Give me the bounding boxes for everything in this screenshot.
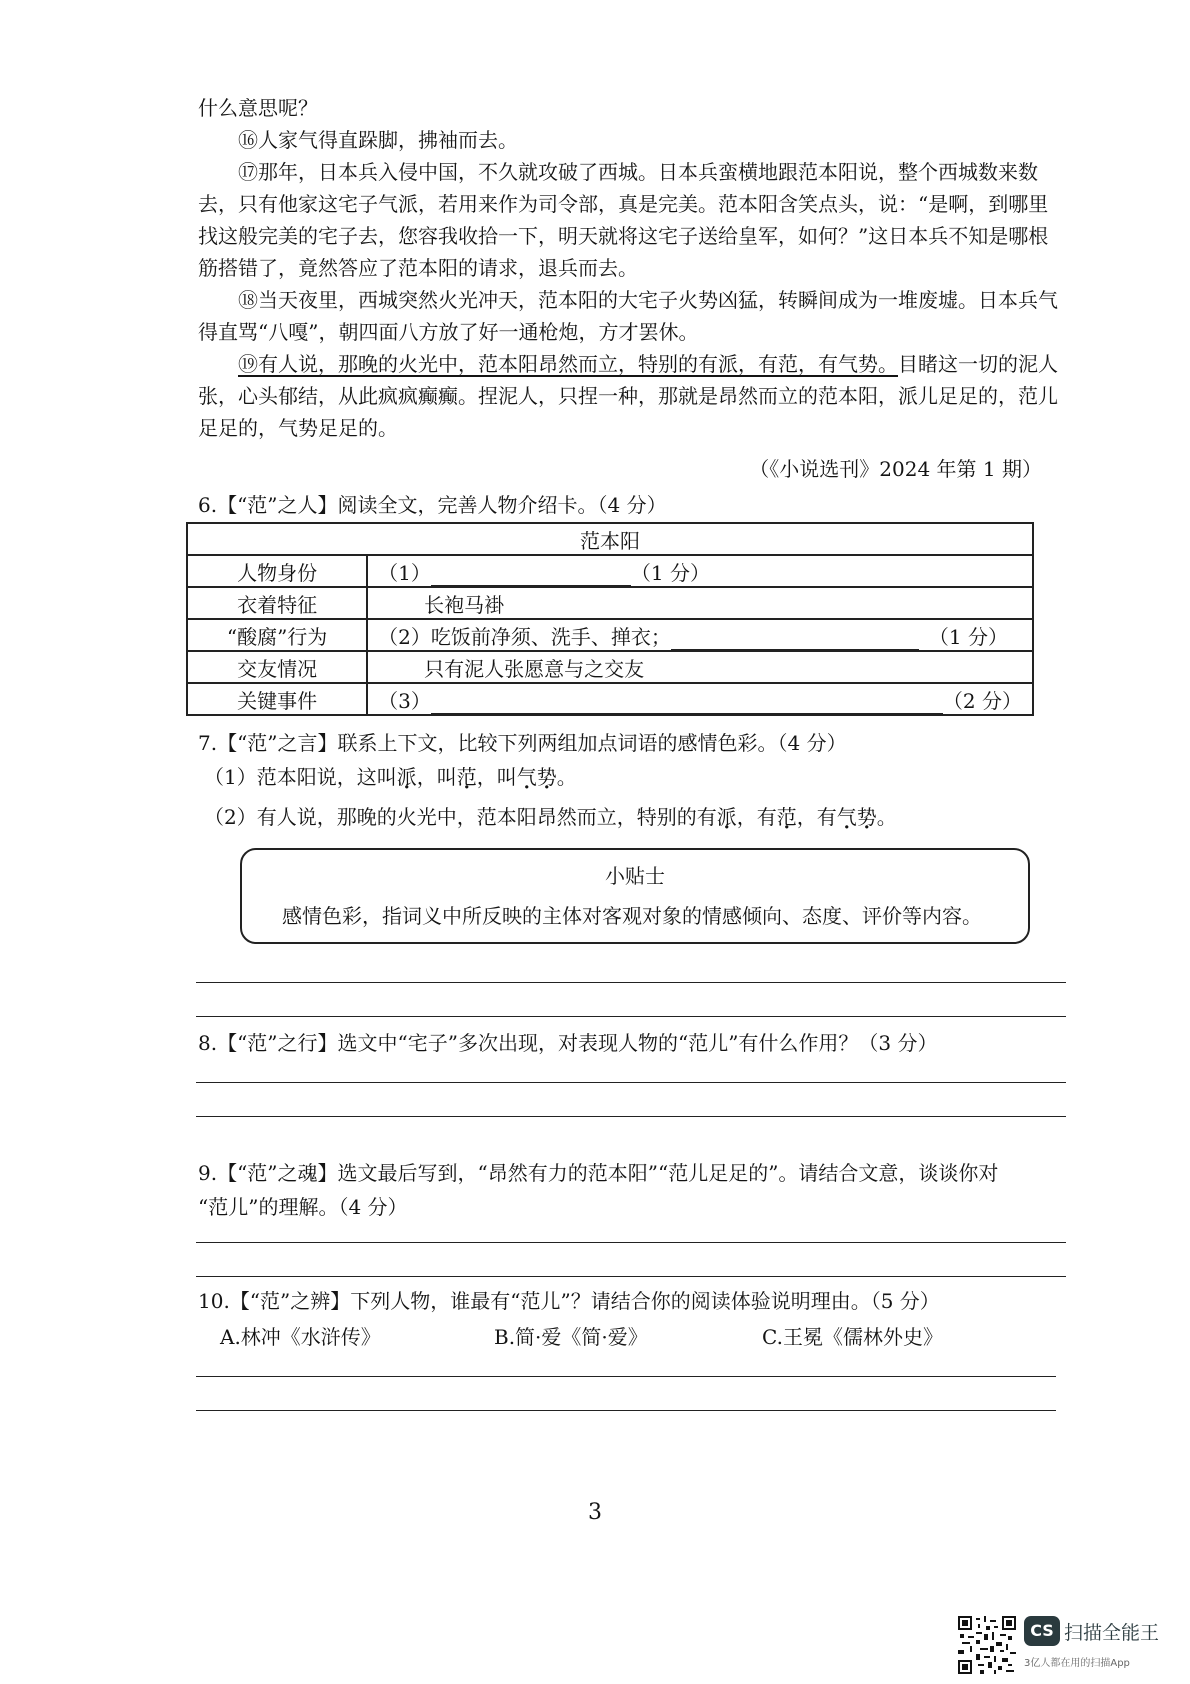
q10-stem: 10.【“范”之辨】下列人物，谁最有“范儿”？请结合你的阅读体验说明理由。（5 分） (198, 1289, 940, 1313)
card-score-3: （2 分） (942, 688, 1022, 713)
card-title: 范本阳 (187, 523, 1033, 555)
story-paragraph-18: ⑱当天夜里，西城突然火光冲天，范本阳的大宅子火势凶猛，转瞬间成为一堆废墟。日本兵气得直骂“八嘎”，朝四面八方放了好一通枪炮，方才罢休。 (198, 288, 1058, 344)
answer-line[interactable] (196, 1410, 1056, 1411)
card-score-2: （1 分） (928, 624, 1008, 649)
q7-s2-text: （2）有人说，那晚的火光中，范本阳昂然而立，特别的有 (204, 805, 717, 829)
dotted-word: 气 (516, 765, 537, 789)
q7-s2-text: ，有 (736, 805, 777, 829)
page-number: 3 (588, 1500, 602, 1525)
answer-blank-1[interactable] (431, 563, 631, 586)
card-label-friends: 交友情况 (187, 651, 367, 683)
answer-blank-2[interactable] (671, 627, 919, 650)
character-card (186, 522, 1034, 716)
answer-line[interactable] (196, 1376, 1056, 1377)
story-paragraph-start: 什么意思呢？ (198, 96, 318, 120)
q7-s1-text: ，叫 (416, 765, 457, 789)
answer-line[interactable] (196, 1242, 1066, 1243)
dotted-word: 派 (396, 765, 417, 789)
q7-s2-text: ，有 (796, 805, 837, 829)
answer-blank-3[interactable] (431, 691, 943, 714)
watermark-name: 扫描全能王 (1064, 1622, 1160, 1644)
dotted-word: 范 (456, 765, 477, 789)
card-prefix-behavior: （2）吃饭前净须、洗手、掸衣； (378, 624, 671, 649)
answer-line[interactable] (196, 1116, 1066, 1117)
card-label-event: 关键事件 (187, 683, 367, 715)
q7-stem: 7.【“范”之言】联系上下文，比较下列两组加点词语的感情色彩。（4 分） (198, 731, 847, 755)
story-paragraph-16: ⑯人家气得直跺脚，拂袖而去。 (238, 128, 518, 152)
card-label-identity: 人物身份 (187, 555, 367, 587)
q10-option-a: A.林冲《水浒传》 (220, 1325, 381, 1349)
card-score-1: （1 分） (630, 560, 710, 585)
dotted-word: 范 (776, 805, 797, 829)
qr-code-icon (958, 1616, 1016, 1674)
q7-s1-text: 。 (556, 765, 577, 789)
dotted-word: 派 (716, 805, 737, 829)
q7-s1-text: （1）范本阳说，这叫 (204, 765, 397, 789)
tip-body: 感情色彩，指词义中所反映的主体对客观对象的情感倾向、态度、评价等内容。 (282, 904, 982, 928)
tip-title: 小贴士 (605, 864, 665, 888)
q7-s2-text: 。 (876, 805, 897, 829)
camscanner-logo-icon: CS (1024, 1616, 1060, 1646)
card-prefix-identity: （1） (378, 560, 431, 585)
q7-s1-text: ，叫 (476, 765, 517, 789)
card-value-friends: 只有泥人张愿意与之交友 (367, 651, 1033, 683)
story-paragraph-19 (198, 348, 1068, 444)
card-value-clothing: 长袍马褂 (367, 587, 1033, 619)
answer-line[interactable] (196, 1016, 1066, 1017)
story-paragraph-19-rest: 目睹这一切的泥人张，心头郁结，从此疯疯癫癫。捏泥人，只捏一种，那就是昂然而立的范本阳，派儿足足的，范儿足足的，气势足足的。 (198, 352, 1058, 440)
q6-stem: 6.【“范”之人】阅读全文，完善人物介绍卡。（4 分） (198, 493, 667, 517)
q7-sentence-1 (204, 762, 577, 792)
q9-stem-line-2: “范儿”的理解。（4 分） (198, 1195, 408, 1219)
card-label-clothing: 衣着特征 (187, 587, 367, 619)
tip-box (240, 848, 1030, 944)
watermark-tagline: 3亿人都在用的扫描App (1024, 1658, 1130, 1669)
answer-line[interactable] (196, 982, 1066, 983)
card-cell-identity (367, 555, 1033, 587)
answer-line[interactable] (196, 1082, 1066, 1083)
card-label-behavior: “酸腐”行为 (187, 619, 367, 651)
card-prefix-event: （3） (378, 688, 431, 713)
q7-sentence-2 (204, 802, 897, 832)
story-underlined-sentence: ⑲有人说，那晚的火光中，范本阳昂然而立，特别的有派，有范，有气势。 (238, 352, 898, 376)
dotted-word: 气 (836, 805, 857, 829)
q9-stem-line-1: 9.【“范”之魂】选文最后写到，“昂然有力的范本阳”“范儿足足的”。请结合文意，谈谈你对 (198, 1161, 999, 1185)
dotted-word: 势 (536, 765, 557, 789)
q10-option-b: B.简·爱《简·爱》 (494, 1325, 648, 1349)
q8-stem: 8.【“范”之行】选文中“宅子”多次出现，对表现人物的“范儿”有什么作用？（3 分） (198, 1031, 938, 1055)
card-cell-event (367, 683, 1033, 715)
scanner-watermark (958, 1612, 1188, 1684)
story-source: （《小说选刊》2024 年第 1 期） (749, 457, 1042, 481)
dotted-word: 势 (856, 805, 877, 829)
q10-option-c: C.王冕《儒林外史》 (762, 1325, 943, 1349)
answer-line[interactable] (196, 1276, 1066, 1277)
card-cell-behavior (367, 619, 1033, 651)
story-paragraph-17: ⑰那年，日本兵入侵中国，不久就攻破了西城。日本兵蛮横地跟范本阳说，整个西城数来数去，只有他家这宅子气派，若用来作为司令部，真是完美。范本阳含笑点头，说：“是啊，到哪里找这般完美的宅子去，您容我收拾一下，明天就将这宅子送给皇军，如何？”这日本兵不知是哪根筋搭错了，竟然答应了范本阳的请求，退兵而去。 (198, 160, 1049, 280)
